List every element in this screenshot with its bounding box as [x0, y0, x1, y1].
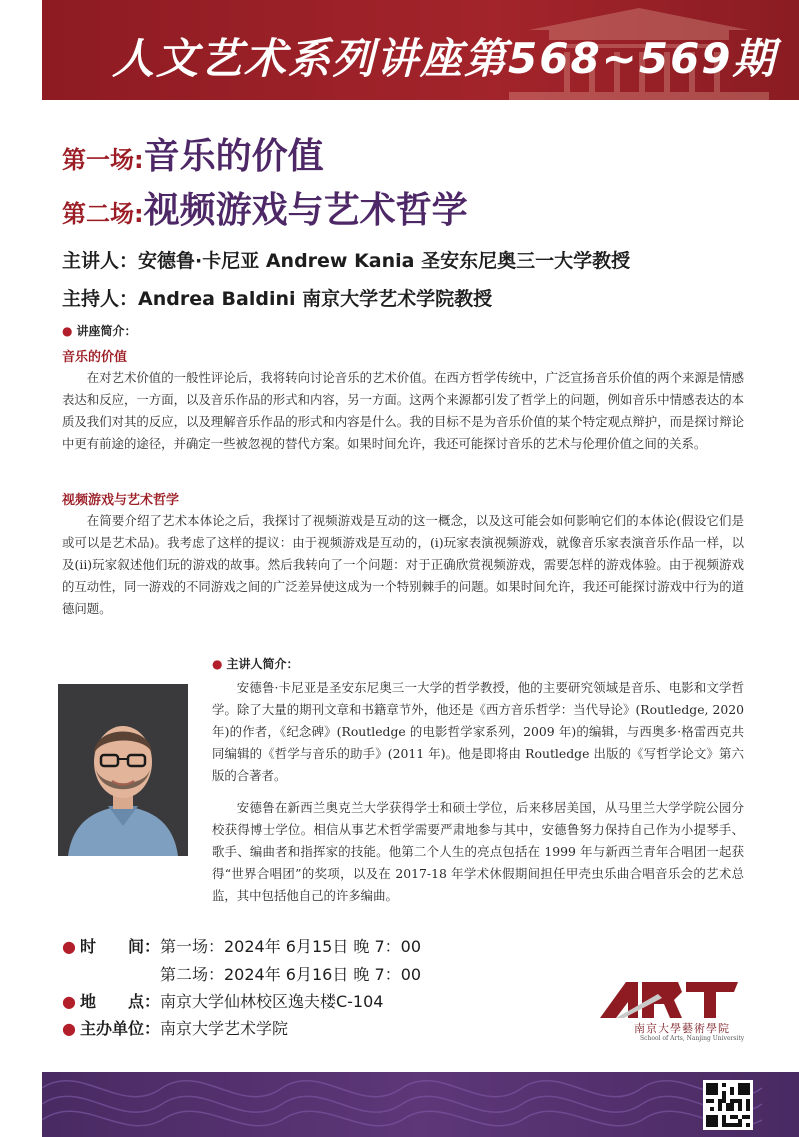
bio-heading [212, 655, 299, 672]
place-value: 南京大学仙林校区逸夫楼C-104 [159, 992, 384, 1011]
bullet-icon: ● [62, 1019, 76, 1038]
header-banner [42, 0, 799, 100]
topic-2-paragraph: 在简要介绍了艺术本体论之后，我探讨了视频游戏是互动的这一概念，以及这可能会如何影响它们的本体论(假设它们是或可以是艺术品)。我考虑了这样的提议：由于视频游戏是互动的，(i)玩家表演视频游戏，就像音乐家表演音乐作品一样，以及(ii)玩家叙述他们玩的游戏的故事。然后我转向了一个问题：对于正确欣赏视频游戏，需要怎样的游戏体验。由于视频游戏的互动性，同一游戏的不同游戏之间的广泛差异使这成为一个特别棘手的问题。如果时间允许，我还可能探讨游戏中行为的道德问题。 [62, 513, 744, 616]
session-1-title [62, 128, 324, 179]
bio-heading-text: 主讲人简介： [226, 657, 299, 671]
topic-1-paragraph: 在对艺术价值的一般性评论后，我将转向讨论音乐的艺术价值。在西方哲学传统中，广泛宣扬音乐价值的两个来源是情感表达和反应，一方面，以及音乐作品的形式和内容，另一方面。这两个来源都引发了哲学上的问题，例如音乐中情感表达的本质及我们对其的反应，以及理解音乐作品的形式和内容是什么。我的目标不是为音乐价值的某个特定观点辩护，而是探讨辩论中更有前途的途径，并确定一些被忽视的替代方案。如果时间允许，我还可能探讨音乐的艺术与伦理价值之间的关系。 [62, 370, 744, 451]
place-line [62, 989, 383, 1012]
time-line-1 [62, 934, 421, 957]
bio-paragraph-2: 安德鲁在新西兰奥克兰大学获得学士和硕士学位，后来移居美国，从马里兰大学学院公园分校获得博士学位。相信从事艺术哲学需要严肃地参与其中，安德鲁努力保持自己作为小提琴手、歌手、编曲者和指挥家的技能。他第二个人生的亮点包括在 1999 年与新西兰青年合唱团一起获得“世界合唱团”的奖项，以及在 2017-18 年学术休假期间担任甲壳虫乐曲合唱音乐会的艺术总监，其中包括他自己的许多编曲。 [212, 800, 744, 903]
host-line: 主持人：Andrea Baldini 南京大学艺术学院教授 [62, 288, 493, 310]
speaker-line: 主讲人：安德鲁·卡尼亚 Andrew Kania 圣安东尼奥三一大学教授 [62, 250, 631, 272]
bullet-icon: ● [212, 657, 223, 671]
logo-name-en: School of Arts, Nanjing University [640, 1035, 745, 1042]
organizer-label: 主办单位： [79, 1019, 160, 1038]
time-label: 时 间： [79, 937, 160, 956]
footer-band [42, 1072, 799, 1137]
session-2-title [62, 182, 468, 233]
topic-2-heading: 视频游戏与艺术哲学 [62, 493, 180, 508]
organizer-line [62, 1016, 288, 1039]
series-title: 人文艺术系列讲座第568~569期 [112, 34, 777, 83]
qr-code[interactable] [703, 1080, 753, 1130]
bullet-icon: ● [62, 992, 76, 1011]
organizer-value: 南京大学艺术学院 [159, 1019, 288, 1038]
logo-name-cn: 南京大學藝術學院 [634, 1022, 730, 1035]
session-1-name: 音乐的价值 [143, 136, 324, 177]
session-1-prefix: 第一场: [62, 146, 144, 174]
session-2-prefix: 第二场: [62, 200, 144, 228]
time-session-1: 第一场：2024年 6月15日 晚 7：00 [159, 937, 422, 956]
bullet-icon: ● [62, 324, 73, 338]
topic-1-heading: 音乐的价值 [62, 350, 128, 365]
bullet-icon: ● [62, 937, 76, 956]
speaker-portrait-icon [58, 684, 188, 856]
bio-paragraph-1: 安德鲁·卡尼亚是圣安东尼奥三一大学的哲学教授，他的主要研究领域是音乐、电影和文学哲学。除了大量的期刊文章和书籍章节外，他还是《西方音乐哲学：当代导论》(Routledge, 2020 年)的作者，《纪念碑》(Routledge 的电影哲学家系列，2009 年)的编辑，与西奥多·格雷西克共同编辑的《哲学与音乐的助手》(2011 年)。他是即将由 Routledge 出版的《写哲学论文》第六版的合著者。 [212, 680, 744, 783]
qr-code-icon [706, 1083, 750, 1127]
intro-heading-text: 讲座简介： [76, 324, 137, 338]
place-label: 地 点： [79, 992, 160, 1011]
intro-heading [62, 322, 137, 339]
speaker-photo [58, 684, 188, 856]
ornament-pattern-icon [42, 1072, 799, 1137]
time-session-2: 第二场：2024年 6月16日 晚 7：00 [160, 965, 422, 984]
session-2-name: 视频游戏与艺术哲学 [143, 190, 468, 231]
time-line-2 [160, 962, 421, 985]
